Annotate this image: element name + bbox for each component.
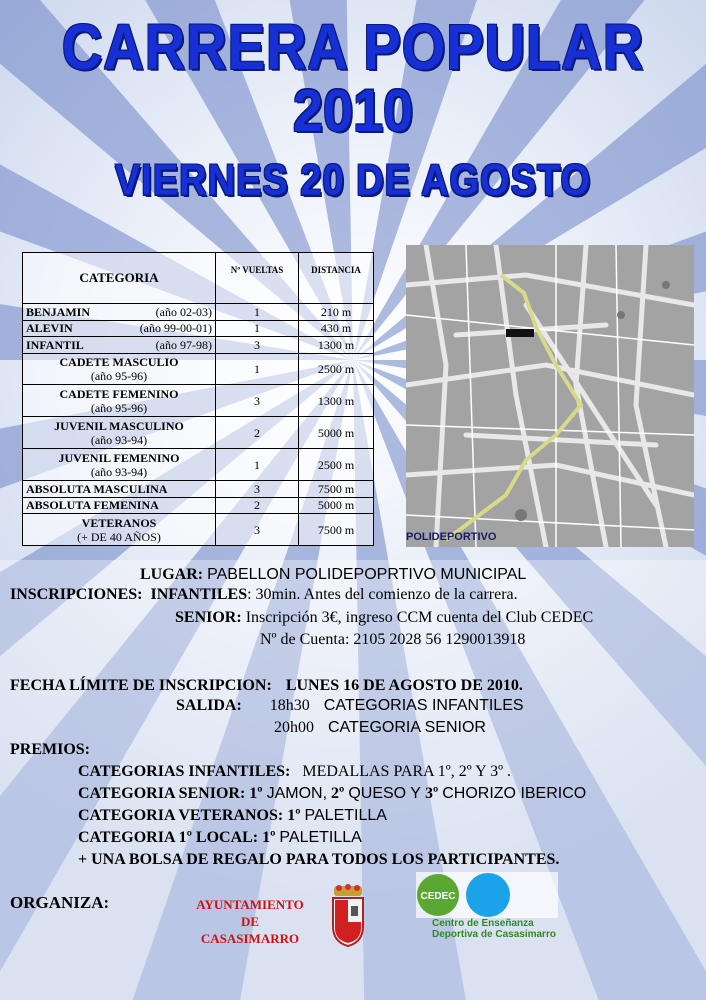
row-distance: 5000 m: [299, 417, 374, 449]
row-distance: 2500 m: [299, 449, 374, 481]
premio-senior-p2: 2º: [331, 785, 345, 802]
premio-vet-label: CATEGORIA VETERANOS:: [78, 807, 284, 824]
row-category: VETERANOS: [81, 515, 157, 530]
table-row: [23, 385, 374, 417]
organiza-label: ORGANIZA:: [10, 893, 110, 912]
salida-text-2: CATEGORIA SENIOR: [328, 719, 486, 736]
lugar-value: PABELLON POLIDEPOPRTIVO MUNICIPAL: [207, 566, 527, 583]
senior-line: [175, 608, 593, 628]
premio-senior-v1: JAMON,: [266, 785, 328, 802]
fecha-value: LUNES 16 DE AGOSTO DE 2010.: [285, 677, 523, 694]
row-years: (año 95-96): [90, 368, 148, 383]
header-categoria: CATEGORIA: [23, 253, 216, 304]
row-category: CADETE MASCULIO: [59, 354, 179, 369]
header-vueltas: Nº VUELTAS: [216, 253, 299, 304]
row-laps: 1: [216, 320, 299, 337]
row-category: ALEVIN: [26, 321, 73, 336]
premio-local-v: PALETILLA: [279, 829, 362, 846]
row-years: (año 95-96): [90, 400, 148, 415]
cedec-line-1: Centro de Enseñanza: [432, 918, 534, 929]
row-laps: 1: [216, 449, 299, 481]
row-distance: 1300 m: [299, 385, 374, 417]
row-distance: 7500 m: [299, 481, 374, 498]
ayto-line-2: DE: [240, 914, 260, 929]
row-laps: 3: [216, 385, 299, 417]
row-laps: 2: [216, 497, 299, 514]
table-row: [23, 320, 374, 337]
row-distance: 2500 m: [299, 353, 374, 385]
table-row: [23, 449, 374, 481]
fecha-limite-line: [10, 676, 523, 696]
salida-time-2: 20h00: [274, 719, 314, 736]
row-distance: 210 m: [299, 304, 374, 321]
premio-senior-v3: CHORIZO IBERICO: [442, 785, 587, 802]
cedec-text: [432, 918, 556, 940]
premio-infantiles: [78, 762, 511, 782]
row-laps: 3: [216, 514, 299, 546]
row-category: ABSOLUTA MASCULINA: [26, 481, 168, 496]
row-distance: 5000 m: [299, 497, 374, 514]
row-years: (año 93-94): [90, 464, 148, 479]
map-label-polideportivo: POLIDEPORTIVO: [406, 531, 497, 543]
row-years: (año 99-00-01): [139, 321, 212, 336]
table-row: [23, 353, 374, 385]
premio-vet-v: PALETILLA: [304, 807, 387, 824]
premio-bolsa: + UNA BOLSA DE REGALO PARA TODOS LOS PARTICIPANTES.: [78, 851, 560, 868]
row-years: (año 93-94): [90, 432, 148, 447]
salida-line-1: [176, 696, 524, 716]
premio-senior-p1: 1º: [249, 785, 263, 802]
row-category: JUVENIL MASCULINO: [54, 418, 184, 433]
row-distance: 430 m: [299, 320, 374, 337]
row-laps: 1: [216, 353, 299, 385]
premio-senior-p3: 3º: [424, 785, 439, 802]
premio-local-label: CATEGORIA 1º LOCAL:: [78, 829, 259, 846]
senior-label: SENIOR:: [175, 609, 242, 626]
row-laps: 1: [216, 304, 299, 321]
inscripciones-label: INSCRIPCIONES:: [10, 586, 143, 603]
categories-table: [22, 252, 374, 546]
table-row: [23, 514, 374, 546]
premio-inf-value: MEDALLAS PARA 1º, 2º Y 3º .: [302, 763, 512, 780]
premio-inf-label: CATEGORIAS INFANTILES:: [78, 763, 291, 780]
row-category: JUVENIL FEMENINO: [58, 450, 180, 465]
cuenta-line: Nº de Cuenta: 2105 2028 56 1290013918: [260, 631, 526, 648]
lugar-line: [140, 565, 526, 585]
cedec-line-2: Deportiva de Casasimarro: [432, 929, 556, 940]
table-row: [23, 337, 374, 354]
row-category: BENJAMIN: [26, 304, 91, 319]
premio-senior-v2: QUESO Y: [348, 785, 421, 802]
salida-time-1: 18h30: [269, 697, 310, 714]
premio-local: [78, 828, 362, 848]
premio-senior: [78, 784, 586, 804]
premio-local-p: 1º: [262, 829, 276, 846]
salida-text-1: CATEGORIAS INFANTILES: [323, 697, 524, 714]
cedec-logo: [416, 872, 558, 918]
row-years: (año 02-03): [155, 304, 212, 319]
infantiles-value: : 30min. Antes del comienzo de la carrera.: [247, 586, 518, 603]
salida-label: SALIDA:: [176, 697, 242, 714]
table-row: [23, 497, 374, 514]
row-distance: 7500 m: [299, 514, 374, 546]
premio-veteranos: [78, 806, 387, 826]
senior-value: Inscripción 3€, ingreso CCM cuenta del Club CEDEC: [245, 609, 594, 626]
row-category: ABSOLUTA FEMENINA: [26, 498, 159, 513]
fecha-label: FECHA LÍMITE DE INSCRIPCION:: [10, 677, 272, 694]
row-category: INFANTIL: [26, 337, 84, 352]
ayto-line-3: CASASIMARRO: [200, 931, 300, 946]
row-years: (año 97-98): [155, 337, 212, 352]
lugar-label: LUGAR:: [140, 566, 204, 583]
premios-label: PREMIOS:: [10, 741, 90, 758]
row-laps: 3: [216, 481, 299, 498]
row-laps: 2: [216, 417, 299, 449]
title-year: 2010: [292, 77, 414, 144]
header-distancia: DISTANCIA: [299, 253, 374, 304]
inscripciones-line: [10, 585, 518, 605]
row-laps: 3: [216, 337, 299, 354]
infantiles-label: INFANTILES: [150, 586, 248, 603]
premio-vet-p: 1º: [287, 807, 301, 824]
salida-line-2: [274, 718, 486, 738]
route-map: [406, 245, 694, 547]
row-category: CADETE FEMENINO: [59, 386, 179, 401]
row-distance: 1300 m: [299, 337, 374, 354]
ayto-line-1: AYUNTAMIENTO: [196, 897, 304, 912]
cedec-logo-text: CEDEC: [420, 891, 456, 902]
title-line-1: CARRERA POPULAR: [61, 10, 645, 83]
table-row: [23, 304, 374, 321]
row-years: (+ DE 40 AÑOS): [77, 529, 161, 544]
event-date: VIERNES 20 DE AGOSTO: [114, 156, 592, 206]
ayuntamiento-text: [186, 896, 314, 947]
table-row: [23, 417, 374, 449]
coat-of-arms-icon: [330, 884, 366, 948]
premio-senior-label: CATEGORIA SENIOR:: [78, 785, 246, 802]
table-row: [23, 481, 374, 498]
table-header-row: [23, 253, 374, 304]
